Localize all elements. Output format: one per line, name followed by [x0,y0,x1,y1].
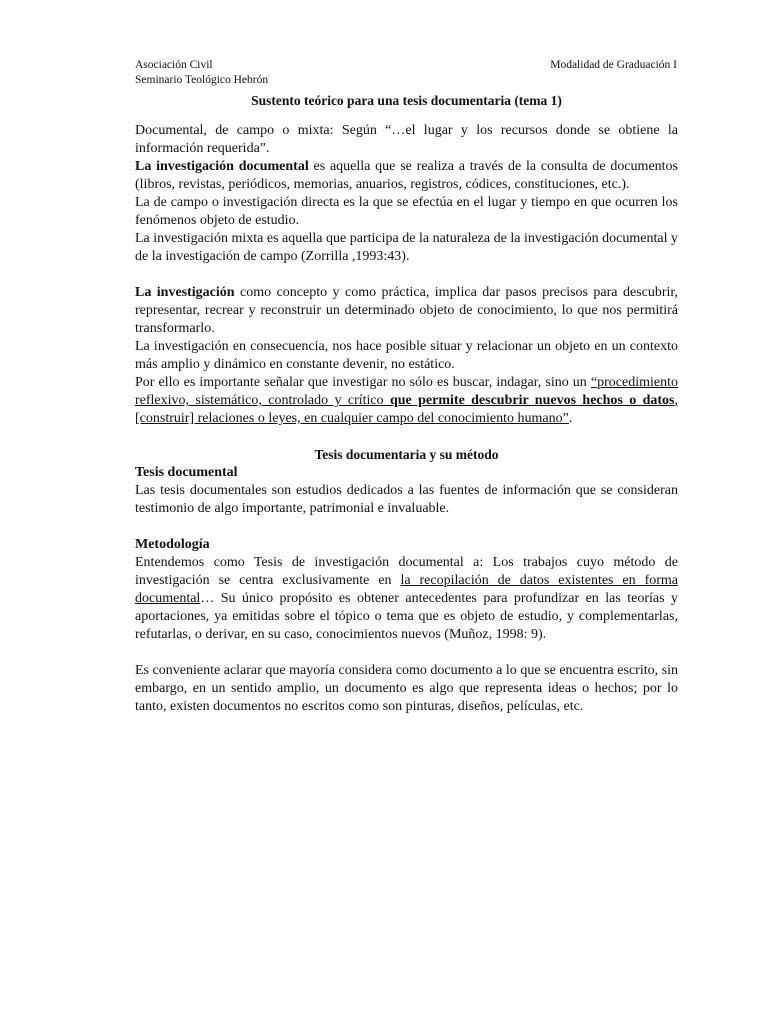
course-name: Modalidad de Graduación I [550,59,677,71]
page-header [135,58,678,88]
investigacion-term: La investigación [135,285,235,300]
documental-paragraph [135,158,678,194]
spacer [135,518,678,536]
header-left [135,58,268,88]
consecuencia-paragraph: La investigación en consecuencia, nos hace posible situar y relacionar un objeto en un contexto más amplio y dinámico en constante devenir, no estático. [135,339,678,372]
procedimiento-paragraph [135,374,678,428]
section-title: Tesis documentaria y su método [314,447,499,462]
tesis-paragraph: Las tesis documentales son estudios dedicados a las fuentes de información que se consideran testimonio de algo importante, patrimonial e invaluable. [135,483,678,516]
procedimiento-end: . [568,411,573,426]
metodologia-heading: Metodología [135,537,210,552]
investigacion-text: como concepto y como práctica, implica dar pasos precisos para descubrir, representar, recrear y reconstruir un determinado objeto de conocimiento, lo que nos permitirá transformarlo. [135,285,678,336]
campo-paragraph: La de campo o investigación directa es la que se efectúa en el lugar y tiempo en que ocurren los fenómenos objeto de estudio. [135,195,678,228]
tesis-heading: Tesis documental [135,465,238,480]
procedimiento-intro: Por ello es importante señalar que investigar no sólo es buscar, indagar, sino un [135,375,591,390]
org-name: Asociación Civil [135,59,213,71]
documental-term: La investigación documental [135,159,309,174]
document-title: Sustento teórico para una tesis documentaria (tema 1) [251,93,562,108]
seminary-name: Seminario Teológico Hebrón [135,74,269,86]
mixta-paragraph: La investigación mixta es aquella que participa de la naturaleza de la investigación documental y de la investigación de campo (Zorrilla ,1993:43). [135,231,678,264]
spacer [135,644,678,662]
quote-part-2: , [construir] relaciones o leyes, en cualquier campo del conocimiento humano” [135,393,678,426]
investigacion-paragraph [135,284,678,338]
spacer [135,428,678,446]
metodologia-intro: Entendemos como Tesis de investigación documental a: Los trabajos cuyo método de investigación se centra exclusivamente en [135,555,678,588]
quote-bold: que permite descubrir nuevos hechos o datos [389,393,675,408]
quote-part-1: “procedimiento reflexivo, sistemático, controlado y crítico [135,375,678,408]
metodologia-rest: … Su único propósito es obtener antecedentes para profundizar en las teorías y aportaciones, ya emitidas sobre el tópico o tema que es objeto de estudio, y complementarlas, refutarlas, o derivar, en su caso, conocimientos nuevos (Muñoz, 1998: 9). [135,591,678,642]
intro-paragraph: Documental, de campo o mixta: Según “…el lugar y los recursos donde se obtiene la información requerida”. [135,123,678,156]
spacer [135,266,678,284]
final-paragraph: Es conveniente aclarar que mayoría considera como documento a lo que se encuentra escrito, sin embargo, en un sentido amplio, un documento es algo que representa ideas o hechos; por lo tanto, existen documentos no escritos como son pinturas, diseños, películas, etc. [135,663,678,714]
metodologia-underlined: la recopilación de datos existentes en forma documental [135,573,679,606]
metodologia-paragraph [135,554,678,644]
documental-text: es aquella que se realiza a través de la consulta de documentos (libros, revistas, periódicos, memorias, anuarios, registros, códices, constituciones, etc.). [135,159,678,192]
